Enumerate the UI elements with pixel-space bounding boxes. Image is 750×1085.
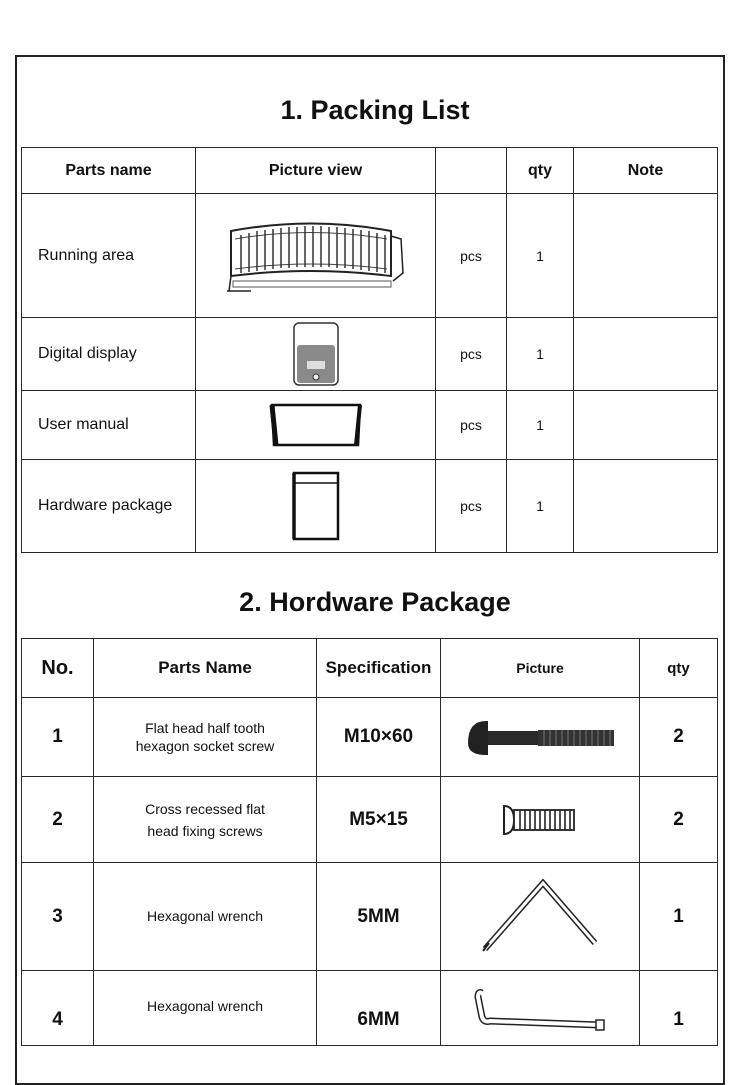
part-name: Hexagonal wrench: [94, 863, 317, 971]
header-parts-name: Parts name: [22, 148, 196, 194]
table-header-row: [22, 639, 718, 698]
picture-cell: [441, 698, 640, 777]
qty: 1: [507, 460, 574, 553]
user-manual-icon: [268, 399, 364, 451]
note: [574, 391, 718, 460]
unit: pcs: [436, 194, 507, 318]
hex-wrench-icon: [475, 879, 605, 955]
item-number: 2: [22, 777, 94, 863]
part-name: Hexagonal wrench: [94, 971, 317, 1046]
qty: 1: [507, 318, 574, 391]
specification: 6MM: [317, 971, 441, 1046]
packing-list-table: [21, 147, 718, 553]
header-picture-view: Picture view: [196, 148, 436, 194]
table-row: [22, 777, 718, 863]
specification: M5×15: [317, 777, 441, 863]
part-name: Running area: [22, 194, 196, 318]
part-name: Digital display: [22, 318, 196, 391]
picture-cell: [441, 777, 640, 863]
treadmill-running-area-icon: [221, 211, 411, 301]
table-header-row: [22, 148, 718, 194]
specification: M10×60: [317, 698, 441, 777]
digital-display-icon: [291, 321, 341, 387]
header-qty: qty: [640, 639, 718, 698]
note: [574, 460, 718, 553]
picture-cell: [196, 318, 436, 391]
table-row: [22, 460, 718, 553]
unit: pcs: [436, 460, 507, 553]
part-name: Cross recessed flat head fixing screws: [94, 777, 317, 863]
picture-cell: [441, 971, 640, 1046]
table-row: [22, 391, 718, 460]
header-picture: Picture: [441, 639, 640, 698]
table-row: [22, 863, 718, 971]
item-number: 4: [22, 971, 94, 1046]
part-name: Hardware package: [22, 460, 196, 553]
socket-screw-icon: [460, 715, 620, 759]
unit: pcs: [436, 318, 507, 391]
table-row: [22, 318, 718, 391]
picture-cell: [196, 391, 436, 460]
hex-wrench-l-icon: [470, 983, 610, 1033]
header-no: No.: [22, 639, 94, 698]
fixing-screw-icon: [500, 800, 580, 840]
picture-cell: [196, 194, 436, 318]
table-row: [22, 971, 718, 1046]
unit: pcs: [436, 391, 507, 460]
note: [574, 194, 718, 318]
item-number: 3: [22, 863, 94, 971]
packing-list-title: 1. Packing List: [280, 95, 470, 125]
header-unit: [436, 148, 507, 194]
qty: 1: [640, 863, 718, 971]
table-row: [22, 194, 718, 318]
picture-cell: [441, 863, 640, 971]
table-row: [22, 698, 718, 777]
note: [574, 318, 718, 391]
hardware-bag-icon: [288, 469, 344, 543]
qty: 1: [507, 391, 574, 460]
picture-cell: [196, 460, 436, 553]
item-number: 1: [22, 698, 94, 777]
qty: 2: [640, 698, 718, 777]
part-name: User manual: [22, 391, 196, 460]
header-qty: qty: [507, 148, 574, 194]
qty: 2: [640, 777, 718, 863]
qty: 1: [507, 194, 574, 318]
header-note: Note: [574, 148, 718, 194]
part-name: Flat head half tooth hexagon socket screw: [94, 698, 317, 777]
hardware-package-table: [21, 638, 718, 1046]
hardware-package-title: 2. Hordware Package: [239, 587, 511, 617]
qty: 1: [640, 971, 718, 1046]
header-parts-name: Parts Name: [94, 639, 317, 698]
specification: 5MM: [317, 863, 441, 971]
header-specification: Specification: [317, 639, 441, 698]
